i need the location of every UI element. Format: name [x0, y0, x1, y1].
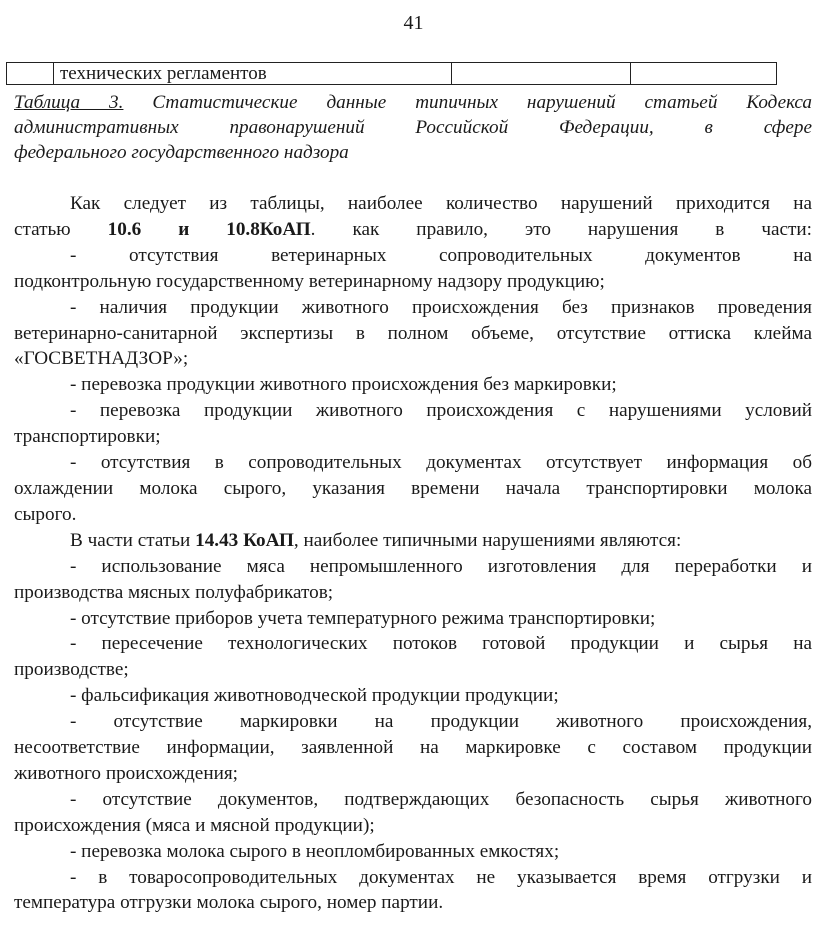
- list-item-line: - перевозка молока сырого в неопломбированных емкостях;: [70, 840, 560, 862]
- list-item-line: животного происхождения;: [14, 762, 239, 784]
- list-item-line: - наличия продукции животного происхождения без признаков проведения: [70, 296, 812, 318]
- list-item-line: - использование мяса непромышленного изготовления для переработки и: [70, 555, 812, 577]
- text-line: [14, 528, 812, 554]
- text-run: , наиболее типичными нарушениями являются:: [293, 529, 682, 551]
- list-item-line: - отсутствие маркировки на продукции животного происхождения,: [70, 711, 812, 733]
- list-item-line: производстве;: [14, 659, 129, 681]
- text-line: [14, 217, 812, 243]
- table-fragment: [6, 62, 777, 85]
- table-cell-text: технических регламентов: [54, 63, 452, 85]
- list-item-line: сырого.: [14, 503, 77, 525]
- list-item-line: - отсутствия в сопроводительных документах отсутствует информация об: [70, 452, 812, 474]
- body-text: [14, 191, 812, 916]
- table-caption: [14, 90, 812, 165]
- list-item-line: - перевозка продукции животного происхождения без маркировки;: [70, 374, 617, 396]
- list-item-line: - фальсификация животноводческой продукции продукции;: [70, 685, 559, 707]
- list-item-line: - отсутствие приборов учета температурного режима транспортировки;: [70, 607, 656, 629]
- list-item-line: происхождения (мяса и мясной продукции);: [14, 814, 375, 836]
- article-reference: 14.43 КоАП: [195, 529, 294, 551]
- caption-label: Таблица 3.: [14, 92, 124, 113]
- list-item-line: ветеринарно-санитарной экспертизы в полном объеме, отсутствие оттиска клейма: [14, 322, 812, 344]
- table-cell-empty: [631, 63, 777, 85]
- list-item-line: охлаждении молока сырого, указания времени начала транспортировки молока: [14, 477, 812, 499]
- list-item-line: - в товаросопроводительных документах не указывается время отгрузки и: [70, 866, 812, 888]
- caption-line: федерального государственного надзора: [14, 142, 349, 163]
- list-item-line: несоответствие информации, заявленной на маркировке с составом продукции: [14, 737, 812, 759]
- list-item-line: - пересечение технологических потоков готовой продукции и сырья на: [70, 633, 812, 655]
- list-item-line: транспортировки;: [14, 426, 161, 448]
- table-row: [7, 63, 777, 85]
- article-reference: 10.6 и 10.8КоАП: [107, 218, 311, 240]
- caption-text: Статистические данные типичных нарушений статьей Кодекса: [123, 92, 812, 113]
- list-item-line: подконтрольную государственному ветеринарному надзору продукцию;: [14, 270, 605, 292]
- list-item-line: - отсутствия ветеринарных сопроводительных документов на: [70, 244, 812, 266]
- text-line: Как следует из таблицы, наиболее количество нарушений приходится на: [70, 193, 812, 214]
- caption-line: административных правонарушений Российской Федерации, в сфере: [14, 117, 812, 138]
- list-item-line: - перевозка продукции животного происхождения с нарушениями условий: [70, 400, 812, 422]
- table-cell-empty: [452, 63, 631, 85]
- list-item-line: производства мясных полуфабрикатов;: [14, 581, 334, 603]
- page-number: 41: [403, 12, 424, 34]
- table-cell-empty: [7, 63, 54, 85]
- list-item-line: температура отгрузки молока сырого, номер партии.: [14, 892, 444, 914]
- text-run: В части статьи: [70, 529, 196, 551]
- list-item-line: «ГОСВЕТНАДЗОР»;: [14, 348, 189, 370]
- list-item-line: - отсутствие документов, подтверждающих безопасность сырья животного: [70, 788, 812, 810]
- text-run: . как правило, это нарушения в части:: [310, 218, 812, 240]
- caption-line: [14, 90, 812, 115]
- text-run: статью: [14, 218, 108, 240]
